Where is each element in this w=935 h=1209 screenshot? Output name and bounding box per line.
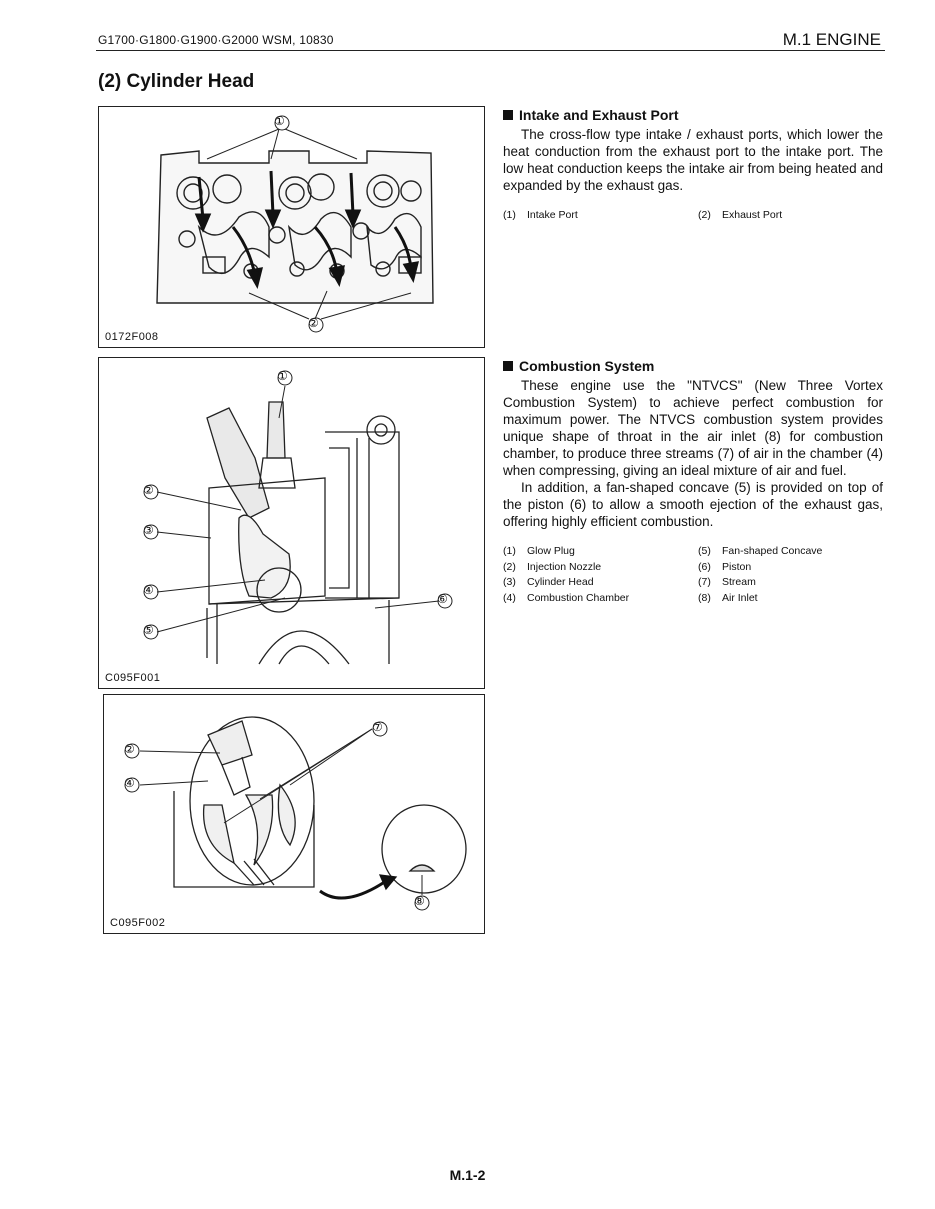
combustion-system-diagram: [99, 358, 484, 688]
legend-item: (6) Piston: [698, 560, 752, 573]
cylinder-head-port-diagram: [99, 107, 484, 347]
legend-item: (1) Glow Plug: [503, 545, 575, 557]
page-title: (2) Cylinder Head: [98, 71, 255, 92]
page-number: M.1-2: [449, 1167, 486, 1183]
combustion-legend: [503, 544, 883, 606]
header-divider: [96, 50, 885, 51]
combustion-para-2: In addition, a fan-shaped concave (5) is provided on top of the piston (6) to allow a smooth ejection of the exhaust gas, offering highly efficient combustion.: [503, 480, 883, 529]
bullet-square-icon: [503, 110, 513, 120]
intake-exhaust-body: The cross-flow type intake / exhaust ports, which lower the heat conduction from the exhaust port to the intake port. The low heat conduction keeps the intake air from being heated and expanded by the exhaust gas.: [503, 127, 883, 193]
figure-code: C095F002: [110, 917, 166, 929]
callout-6: ⑥: [437, 592, 448, 606]
figure-chamber-streams: [103, 694, 485, 934]
callout-3: ③: [143, 523, 154, 537]
figure-intake-exhaust: [98, 106, 485, 348]
callout-2: ②: [308, 316, 319, 330]
callout-7: ⑦: [372, 720, 383, 734]
callout-4: ④: [124, 776, 135, 790]
header-section: M.1 ENGINE: [782, 30, 881, 49]
combustion-para-1: These engine use the "NTVCS" (New Three Vortex Combustion System) to achieve perfect combustion for maximum power. The NTVCS combustion system provides unique shape of throat in the air inlet (8) for combustion chamber, to produce three streams (7) of air in the chamber (4) when compressing, giving an ideal mixture of air and fuel.: [503, 378, 883, 478]
callout-2: ②: [124, 742, 135, 756]
legend-item: (2) Exhaust Port: [698, 209, 783, 221]
legend-item: (3) Cylinder Head: [503, 576, 594, 588]
figure-code: C095F001: [105, 672, 161, 684]
legend-item: (2) Injection Nozzle: [503, 560, 602, 573]
legend-item: (7) Stream: [698, 576, 756, 588]
legend-item: (5) Fan-shaped Concave: [698, 545, 823, 557]
legend-item: (8) Air Inlet: [698, 591, 758, 604]
callout-8: ⑧: [414, 894, 425, 908]
figure-combustion-section: [98, 357, 485, 689]
subsection-title: Intake and Exhaust Port: [503, 107, 883, 123]
header-model-ref: G1700·G1800·G1900·G2000 WSM, 10830: [98, 33, 334, 47]
callout-2: ②: [143, 483, 154, 497]
legend-item: (4) Combustion Chamber: [503, 591, 630, 604]
chamber-stream-diagram: [104, 695, 484, 933]
section-combustion: [503, 358, 883, 606]
section-intake-exhaust: [503, 107, 883, 224]
callout-4: ④: [143, 583, 154, 597]
bullet-square-icon: [503, 361, 513, 371]
callout-1: ①: [277, 369, 288, 383]
subsection-title: Combustion System: [503, 358, 883, 374]
callout-1: ①: [274, 114, 285, 128]
callout-5: ⑤: [143, 623, 154, 637]
figure-code: 0172F008: [105, 331, 159, 343]
intake-exhaust-legend: [503, 208, 883, 224]
legend-item: (1) Intake Port: [503, 209, 578, 221]
